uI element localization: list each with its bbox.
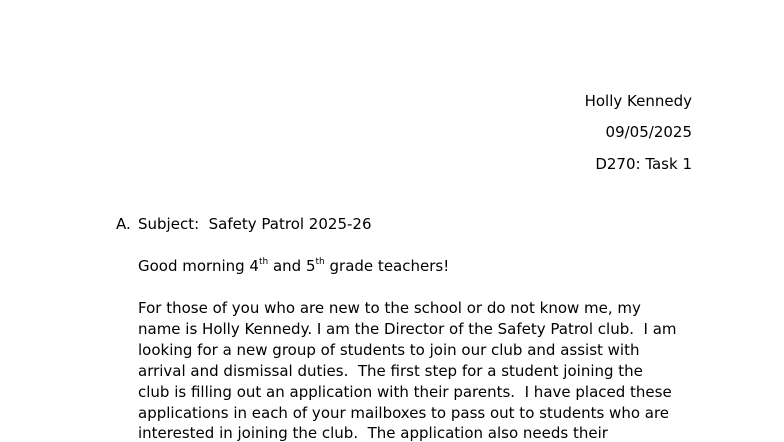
paragraph-line: club is filling out an application with their parents. I have placed these: [138, 383, 672, 401]
greeting-part-2: and 5: [268, 257, 316, 275]
paragraph-line: name is Holly Kennedy. I am the Director of the Safety Patrol club. I am: [138, 320, 677, 338]
author-name: Holly Kennedy: [584, 92, 692, 110]
greeting-part-3: grade teachers!: [324, 257, 450, 275]
paragraph-line: For those of you who are new to the school or do not know me, my: [138, 299, 641, 317]
paragraph-line: looking for a new group of students to join our club and assist with: [138, 341, 640, 359]
subject-text: Subject: Safety Patrol 2025-26: [138, 215, 372, 233]
subject-heading: [116, 215, 371, 233]
course-task: D270: Task 1: [595, 155, 692, 173]
paragraph-line: arrival and dismissal duties. The first step for a student joining the: [138, 362, 643, 380]
paragraph-line: applications in each of your mailboxes to pass out to students who are: [138, 404, 670, 422]
list-marker: A.: [116, 215, 131, 233]
paragraph-line: interested in joining the club. The application also needs their: [138, 424, 608, 442]
greeting-part-1: Good morning 4: [138, 257, 259, 275]
greeting-superscript-2: th: [315, 257, 325, 267]
greeting-superscript-1: th: [258, 257, 269, 267]
document-date: 09/05/2025: [605, 123, 692, 141]
greeting: [138, 257, 449, 275]
